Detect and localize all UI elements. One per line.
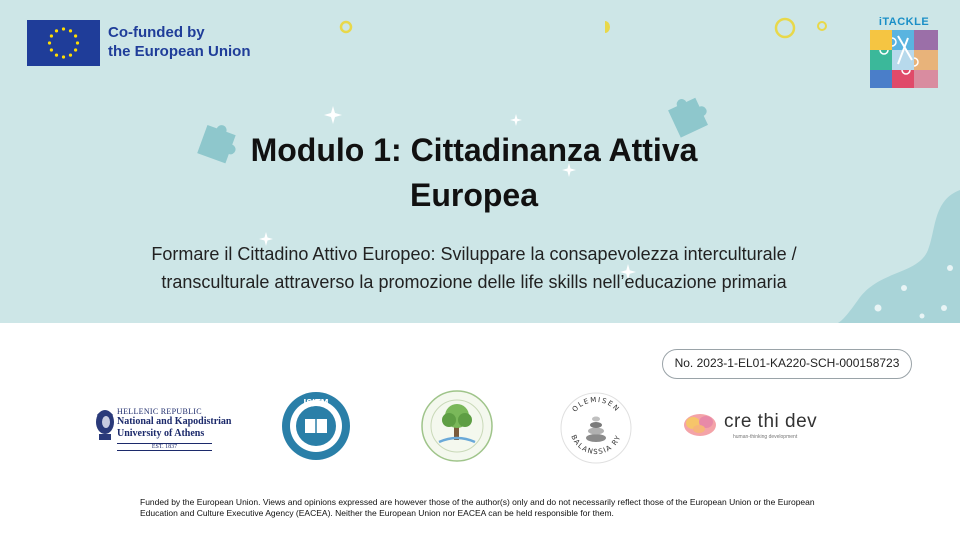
crethidev-label: cre thi dev <box>724 411 818 432</box>
uoa-line2: National and Kapodistrian <box>117 416 232 427</box>
half-dot-icon <box>600 20 610 34</box>
school-tree-logo <box>419 390 495 462</box>
page-subtitle <box>80 240 868 296</box>
olemisen-bottom-label: BALANSSIA RY <box>569 433 623 457</box>
itackle-logo <box>868 16 940 90</box>
uoa-logo-text <box>117 407 231 451</box>
uoa-line4: EST. 1837 <box>117 443 212 451</box>
uoa-line1: HELLENIC REPUBLIC <box>117 407 202 416</box>
subtitle-line2: transculturale attraverso la promozione delle life skills nell’educazione primaria <box>161 272 787 292</box>
eu-label-line1: Co-funded by <box>108 24 205 41</box>
itackle-puzzle-logo <box>868 30 940 90</box>
sparkle-icon <box>324 106 342 124</box>
isjtm-logo <box>281 391 351 461</box>
sparkle-icon <box>510 114 522 126</box>
crethidev-sub-label: human-thinking development <box>733 434 798 440</box>
ring-icon <box>773 16 797 40</box>
project-number-badge: No. 2023-1-EL01-KA220-SCH-000158723 <box>662 349 912 379</box>
subtitle-line1: Formare il Cittadino Attivo Europeo: Sviluppare la consapevolezza interculturale / <box>151 244 797 264</box>
uoa-line3: University of Athens <box>117 428 205 439</box>
title-line2: Europea <box>409 177 539 213</box>
itackle-label: iTACKLE <box>878 16 930 28</box>
eu-cofunded-label <box>108 23 251 61</box>
eu-flag-icon <box>27 20 100 66</box>
eu-disclaimer: Funded by the European Union. Views and opinions expressed are however those of the author(s) only and do not necessarily reflect those of the European Union or the European Education and Culture Executive Agency (EACEA). Neither the European Union nor EACEA can be held responsible for them. <box>140 497 815 518</box>
page-title <box>180 128 768 218</box>
title-line1: Modulo 1: Cittadinanza Attiva <box>250 132 698 168</box>
brain-icon <box>682 411 718 439</box>
olemisen-logo <box>560 392 632 464</box>
olemisen-top-label: OLEMISEN <box>570 395 622 414</box>
ring-icon <box>338 19 354 35</box>
ring-icon <box>815 19 829 33</box>
uoa-athena-logo <box>94 408 116 442</box>
isjtm-label: ISJTM <box>303 398 329 407</box>
eu-label-line2: the European Union <box>108 43 251 60</box>
